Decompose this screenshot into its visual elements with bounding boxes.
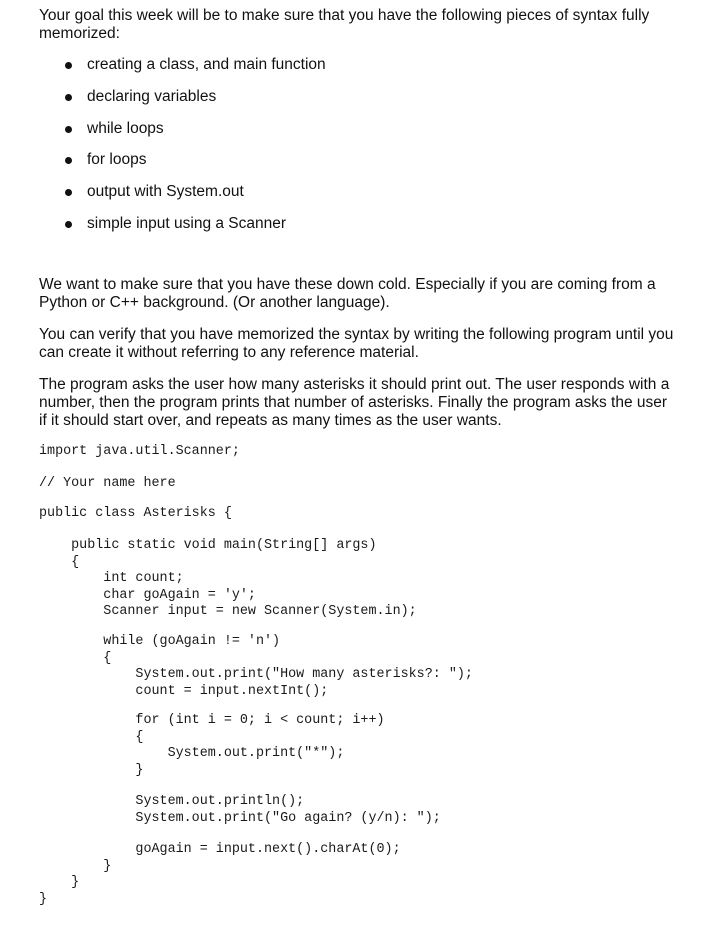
program-description-paragraph: The program asks the user how many asterisks it should print out. The user responds with a number, then the program prints that number of asterisks. Finally the program asks the user if it should start over, and repeats as many times as the user wants. (39, 376, 670, 429)
list-item (39, 119, 326, 151)
code-while-loop-block: while (goAgain != 'n') { System.out.print("How many asterisks?: "); count = input.nextInt(); (103, 634, 473, 699)
list-item-label: output with System.out (87, 183, 244, 201)
list-item-label: while loops (87, 119, 164, 137)
bullet-icon (65, 189, 72, 196)
code-class-declaration: public class Asterisks { (39, 506, 232, 521)
bullet-icon (65, 62, 72, 69)
intro-paragraph: Your goal this week will be to make sure that you have the following pieces of syntax fully memorized: (39, 7, 650, 42)
list-item (39, 150, 326, 182)
list-item (39, 182, 326, 214)
list-item (39, 55, 326, 87)
bullet-icon (65, 221, 72, 228)
bullet-icon (65, 94, 72, 101)
list-item-label: simple input using a Scanner (87, 214, 287, 232)
verify-paragraph: You can verify that you have memorized the syntax by writing the following program until you can create it without referring to any reference material. (39, 326, 674, 361)
list-item-label: declaring variables (87, 87, 217, 105)
code-for-loop-block: for (int i = 0; i < count; i++) { System.out.print("*"); } (135, 713, 385, 778)
background-paragraph: We want to make sure that you have these down cold. Especially if you are coming from a Python or C++ background. (Or another language). (39, 276, 656, 311)
code-closing-block: goAgain = input.next().charAt(0); } } } (39, 842, 401, 907)
code-import-line: import java.util.Scanner; (39, 444, 240, 459)
list-item (39, 214, 326, 246)
bullet-icon (65, 157, 72, 164)
bullet-icon (65, 126, 72, 133)
code-comment-line: // Your name here (39, 476, 176, 491)
list-item-label: for loops (87, 151, 147, 169)
list-item-label: creating a class, and main function (87, 56, 326, 73)
list-item (39, 87, 326, 119)
code-println-block: System.out.println(); System.out.print("Go again? (y/n): "); (135, 794, 441, 826)
syntax-bullet-list (39, 55, 326, 246)
code-main-method-block: public static void main(String[] args) { int count; char goAgain = 'y'; Scanner input = new Scanner(System.in); (71, 538, 417, 619)
